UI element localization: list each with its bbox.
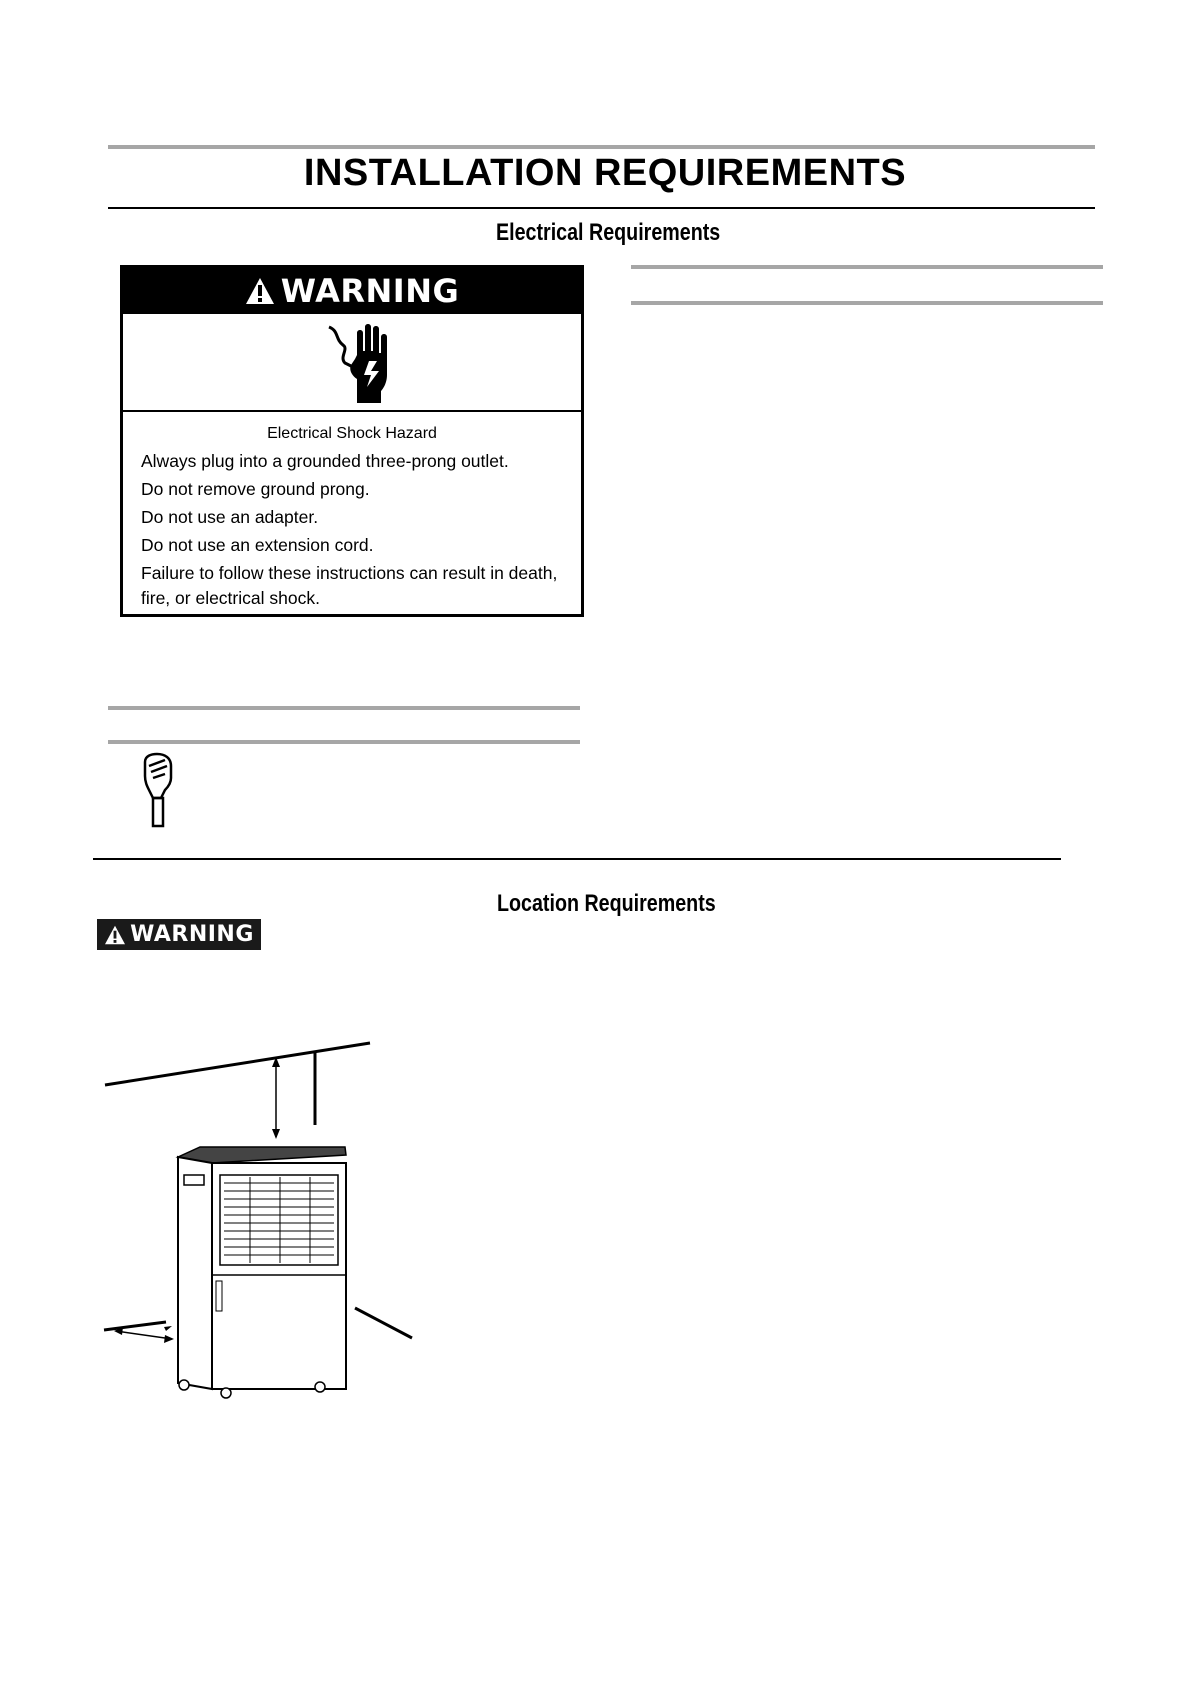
dehumidifier-clearance-diagram [100,1035,420,1405]
page-title: INSTALLATION REQUIREMENTS [303,152,907,194]
right-gray-rule-1 [631,265,1103,269]
ceiling-line [105,1043,370,1085]
warning-label: WARNING [280,272,460,310]
warning-line-3: Do not use an adapter. [141,507,319,527]
warning-line-6: fire, or electrical shock. [141,588,320,608]
electrical-shock-hand-icon [309,317,399,407]
hazard-title: Electrical Shock Hazard [267,425,437,442]
warning-label: WARNING [130,922,254,947]
section-divider [93,858,1061,860]
warning-triangle-icon [245,277,275,305]
location-warning-label [97,919,261,950]
dehumidifier-unit [178,1147,346,1398]
right-wall-line [355,1308,412,1338]
warning-line-2: Do not remove ground prong. [141,479,370,499]
left-gray-rule-2 [108,740,580,744]
warning-line-1: Always plug into a grounded three-prong outlet. [141,451,509,471]
grounded-plug-icon [135,752,185,832]
right-gray-rule-2 [631,301,1103,305]
warning-line-5: Failure to follow these instructions can result in death, [141,563,558,583]
left-wall-line [104,1322,166,1330]
warning-triangle-icon [104,925,126,945]
electrical-warning-box [120,265,584,617]
electrical-heading: Electrical Requirements [496,219,721,246]
location-heading: Location Requirements [497,890,716,917]
title-underline [108,207,1095,209]
warning-line-4: Do not use an extension cord. [141,535,374,555]
top-gray-rule [108,145,1095,149]
left-gray-rule-1 [108,706,580,710]
shock-icon-area [123,314,581,412]
warning-header [123,268,581,314]
side-clearance-arrow [116,1331,172,1339]
